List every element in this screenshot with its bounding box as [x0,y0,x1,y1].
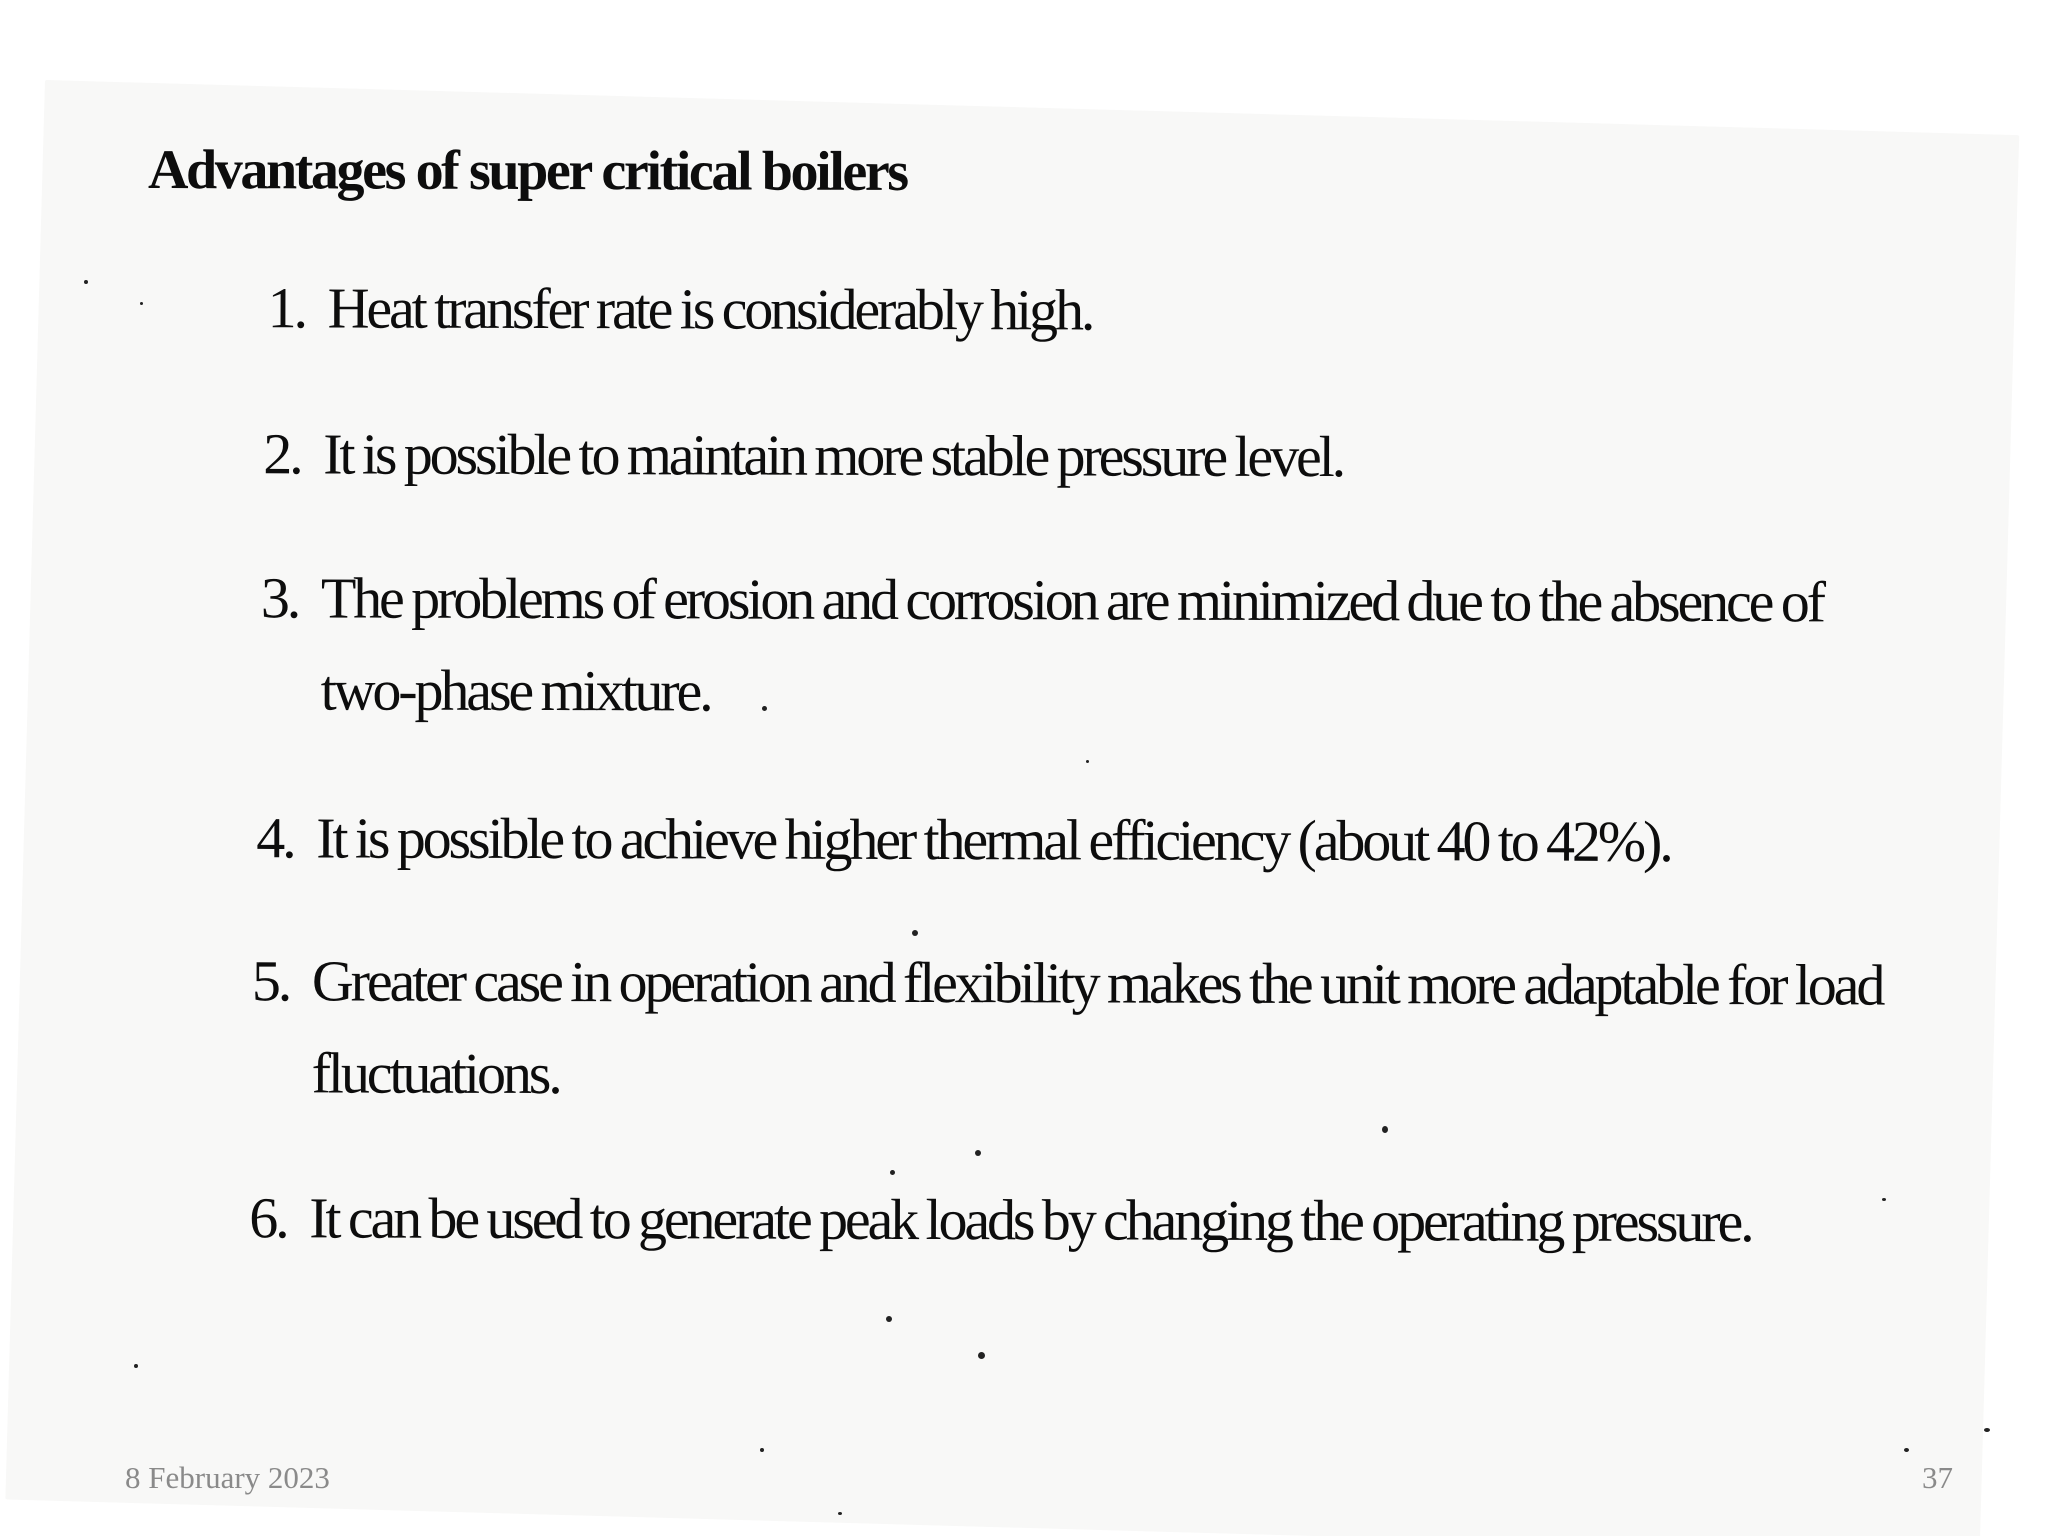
item-number: 4. [256,805,294,871]
scan-speck [1882,1198,1886,1201]
item-text: Heat transfer rate is considerably high. [327,275,1093,343]
scan-speck [1904,1448,1909,1452]
item-text: Greater case in operation and flexibility makes the unit more adaptable for load [311,948,1883,1018]
scan-speck [140,302,143,305]
item-text: It can be used to generate peak loads by changing the operating pressure. [309,1185,1752,1255]
scan-speck [762,706,767,711]
page-number: 37 [1922,1460,1953,1495]
item-text: The problems of erosion and corrosion are minimized due to the absence of [320,565,1823,635]
scan-speck [838,1512,842,1515]
item-number: 1. [267,275,306,341]
item-number: 2. [263,421,301,487]
scan-speck [84,280,88,284]
scan-speck [1382,1126,1388,1133]
scan-speck [890,1170,895,1175]
item-number: 5. [251,948,290,1014]
item-text: It is possible to achieve higher thermal efficiency (about 40 to 42%). [316,805,1671,874]
item-text-continued: two-phase mixture. [320,657,711,724]
scan-speck [1086,760,1089,763]
footer-date: 8 February 2023 [125,1460,330,1495]
item-number: 6. [249,1185,287,1251]
scan-speck [134,1364,138,1368]
scan-speck [978,1352,985,1359]
scan-speck [886,1316,892,1322]
item-text-continued: fluctuations. [311,1040,560,1107]
scan-speck [912,930,918,936]
scan-speck [760,1448,764,1452]
page-title: Advantages of super critical boilers [147,138,907,203]
item-number: 3. [260,565,299,631]
item-text: It is possible to maintain more stable pressure level. [323,421,1344,490]
scan-speck [975,1150,981,1156]
scan-speck [1984,1428,1990,1432]
